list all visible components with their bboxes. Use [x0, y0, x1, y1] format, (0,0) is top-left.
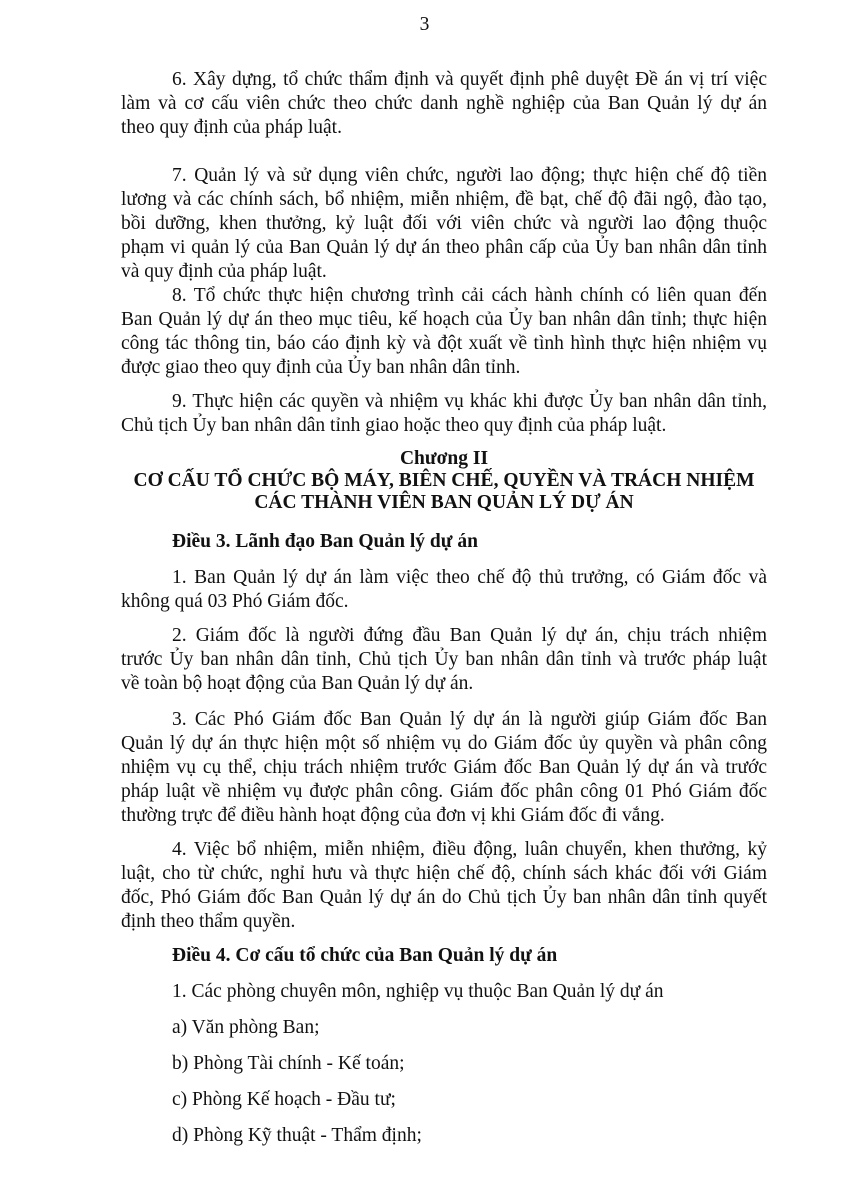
text-line: lương và các chính sách, bổ nhiệm, miễn nhiệm, đề bạt, chế độ đãi ngộ, đào tạo,: [121, 189, 767, 210]
text-line: Chủ tịch Ủy ban nhân dân tỉnh giao hoặc theo quy định của pháp luật.: [121, 415, 667, 436]
text-line: 3. Các Phó Giám đốc Ban Quản lý dự án là người giúp Giám đốc Ban: [172, 709, 767, 730]
text-line: phạm vi quản lý của Ban Quản lý dự án theo phân cấp của Ủy ban nhân dân tỉnh: [121, 237, 767, 258]
text-line: bồi dưỡng, khen thưởng, kỷ luật đối với viên chức và người lao động thuộc: [121, 213, 767, 234]
text-line: được giao theo quy định của Ủy ban nhân dân tỉnh.: [121, 357, 521, 378]
text-line: thường trực để điều hành hoạt động của đơn vị khi Giám đốc đi vắng.: [121, 805, 665, 826]
text-line: và quy định của pháp luật.: [121, 261, 327, 282]
list-item: a) Văn phòng Ban;: [172, 1017, 320, 1038]
text-line: công tác thông tin, báo cáo định kỳ và đột xuất về tình hình thực hiện nhiệm vụ: [121, 333, 767, 354]
article-3-heading: Điều 3. Lãnh đạo Ban Quản lý dự án: [172, 531, 478, 552]
text-line: nhiệm vụ cụ thể, chịu trách nhiệm trước Giám đốc Ban Quản lý dự án và trước: [121, 757, 767, 778]
text-line: Ban Quản lý dự án theo mục tiêu, kế hoạch của Ủy ban nhân dân tỉnh; thực hiện: [121, 309, 767, 330]
text-line: Quản lý dự án thực hiện một số nhiệm vụ do Giám đốc ủy quyền và phân công: [121, 733, 767, 754]
chapter-title-line: CƠ CẤU TỔ CHỨC BỘ MÁY, BIÊN CHẾ, QUYỀN VÀ TRÁCH NHIỆM: [133, 470, 755, 491]
page-number: 3: [419, 14, 430, 35]
text-line: định theo thẩm quyền.: [121, 911, 296, 932]
chapter-title-line: CÁC THÀNH VIÊN BAN QUẢN LÝ DỰ ÁN: [254, 492, 634, 513]
text-line: theo quy định của pháp luật.: [121, 117, 342, 138]
text-line: đốc, Phó Giám đốc Ban Quản lý dự án do Chủ tịch Ủy ban nhân dân tỉnh quyết: [121, 887, 767, 908]
text-line: 8. Tổ chức thực hiện chương trình cải cách hành chính có liên quan đến: [172, 285, 767, 306]
text-line: pháp luật về nhiệm vụ được phân công. Giám đốc phân công 01 Phó Giám đốc: [121, 781, 767, 802]
list-item: d) Phòng Kỹ thuật - Thẩm định;: [172, 1125, 422, 1146]
text-line: 7. Quản lý và sử dụng viên chức, người lao động; thực hiện chế độ tiền: [172, 165, 767, 186]
text-line: về toàn bộ hoạt động của Ban Quản lý dự án.: [121, 673, 474, 694]
text-line: 9. Thực hiện các quyền và nhiệm vụ khác khi được Ủy ban nhân dân tỉnh,: [172, 391, 767, 412]
list-item: c) Phòng Kế hoạch - Đầu tư;: [172, 1089, 396, 1110]
text-line: 1. Ban Quản lý dự án làm việc theo chế độ thủ trưởng, có Giám đốc và: [172, 567, 767, 588]
text-line: trước Ủy ban nhân dân tỉnh, Chủ tịch Ủy ban nhân dân tỉnh và trước pháp luật: [121, 649, 767, 670]
chapter-label: Chương II: [399, 448, 489, 469]
text-line: 4. Việc bổ nhiệm, miễn nhiệm, điều động, luân chuyển, khen thưởng, kỷ: [172, 839, 767, 860]
text-line: 6. Xây dựng, tổ chức thẩm định và quyết định phê duyệt Đề án vị trí việc: [172, 69, 767, 90]
text-line: không quá 03 Phó Giám đốc.: [121, 591, 349, 612]
list-item: b) Phòng Tài chính - Kế toán;: [172, 1053, 405, 1074]
article-4-heading: Điều 4. Cơ cấu tổ chức của Ban Quản lý dự án: [172, 945, 558, 966]
article-4-clause-1: 1. Các phòng chuyên môn, nghiệp vụ thuộc Ban Quản lý dự án: [172, 981, 664, 1002]
text-line: luật, cho từ chức, nghỉ hưu và thực hiện chế độ, chính sách khác đối với Giám: [121, 863, 767, 884]
text-line: 2. Giám đốc là người đứng đầu Ban Quản lý dự án, chịu trách nhiệm: [172, 625, 767, 646]
text-line: làm và cơ cấu viên chức theo chức danh nghề nghiệp của Ban Quản lý dự án: [121, 93, 767, 114]
